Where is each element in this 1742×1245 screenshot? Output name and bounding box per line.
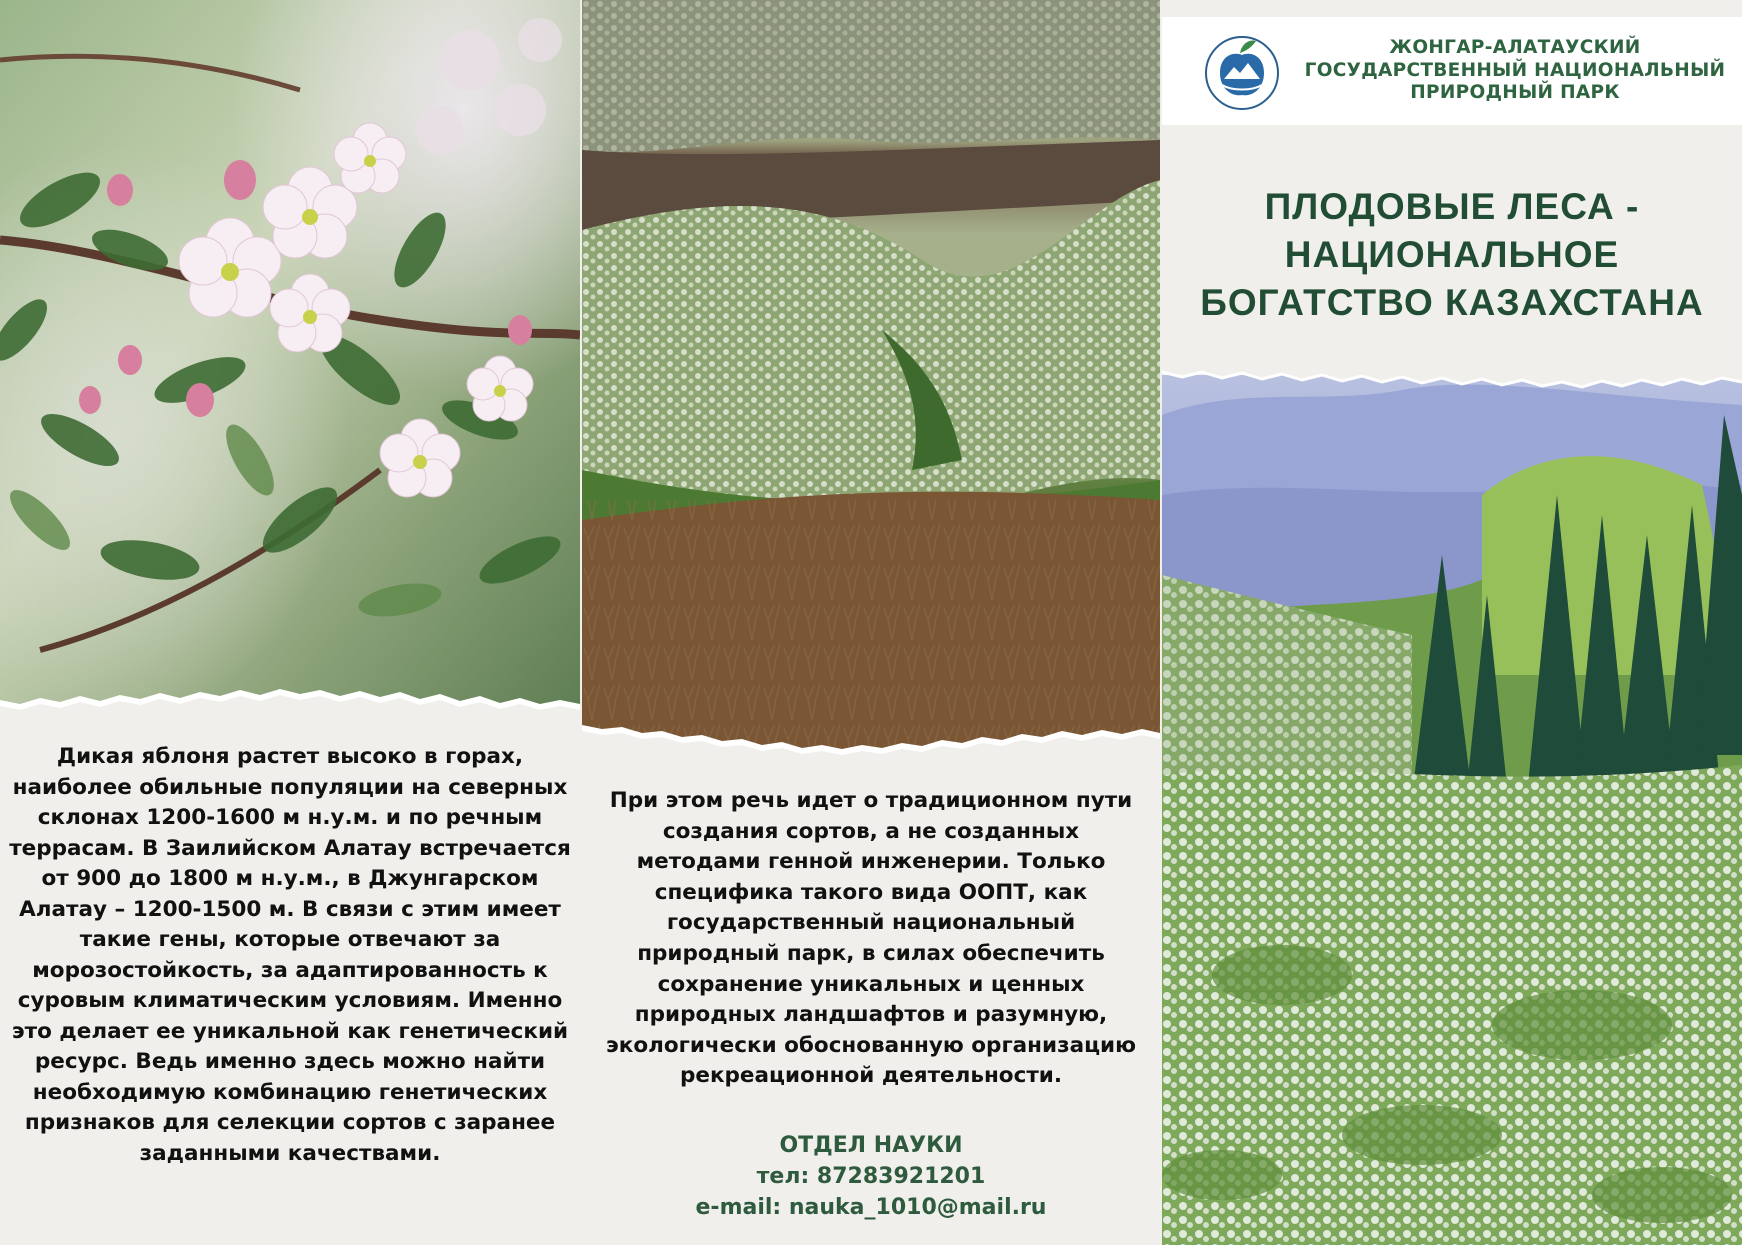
phone-number: тел: 87283921201 (756, 1164, 986, 1189)
torn-paper-edge (582, 715, 1160, 785)
middle-panel (582, 0, 1160, 1245)
torn-paper-edge (0, 680, 580, 740)
park-logo-icon (1200, 29, 1284, 113)
email-address[interactable]: e-mail: nauka_1010@mail.ru (695, 1195, 1047, 1220)
park-header (1162, 17, 1742, 125)
blooming-hills-photo (582, 0, 1160, 780)
middle-body-text: При этом речь идет о традиционном пути создания сортов, а не созданных методами генной инженерии. Только специфика такого вида ООПТ, как государственный национальный природный парк, в силах обеспечить сохранение уникальных и ценных природных ландшафтов и разумную, экологически обоснованную организацию рекреационной деятельности. (605, 788, 1137, 1089)
department-label: ОТДЕЛ НАУКИ (779, 1133, 963, 1158)
park-name: ЖОНГАР-АЛАТАУСКИЙ ГОСУДАРСТВЕННЫЙ НАЦИОНАЛЬНЫЙ ПРИРОДНЫЙ ПАРК (1304, 37, 1726, 103)
left-panel (0, 0, 580, 1245)
forest-valley-photo (1162, 375, 1742, 1245)
page-title: ПЛОДОВЫЕ ЛЕСА - НАЦИОНАЛЬНОЕ БОГАТСТВО КАЗАХСТАНА (1200, 186, 1704, 323)
apple-blossom-photo (0, 0, 580, 720)
torn-paper-edge (1162, 360, 1742, 400)
left-body-text: Дикая яблоня растет высоко в горах, наиболее обильные популяции на северных склонах 1200-1600 м н.у.м. и по речным террасам. В Заилийском Алатау встречается от 900 до 1800 м н.у.м., в Джунгарском Алатау – 1200-1500 м. В связи с этим имеет такие гены, которые отвечают за морозостойкость, за адаптированность к суровым климатическим условиям. Именно это делает ее уникальной как генетический ресурс. Ведь именно здесь можно найти необходимую комбинацию генетических признаков для селекции сортов с заранее заданными качествами. (9, 744, 571, 1166)
right-panel (1162, 0, 1742, 1245)
